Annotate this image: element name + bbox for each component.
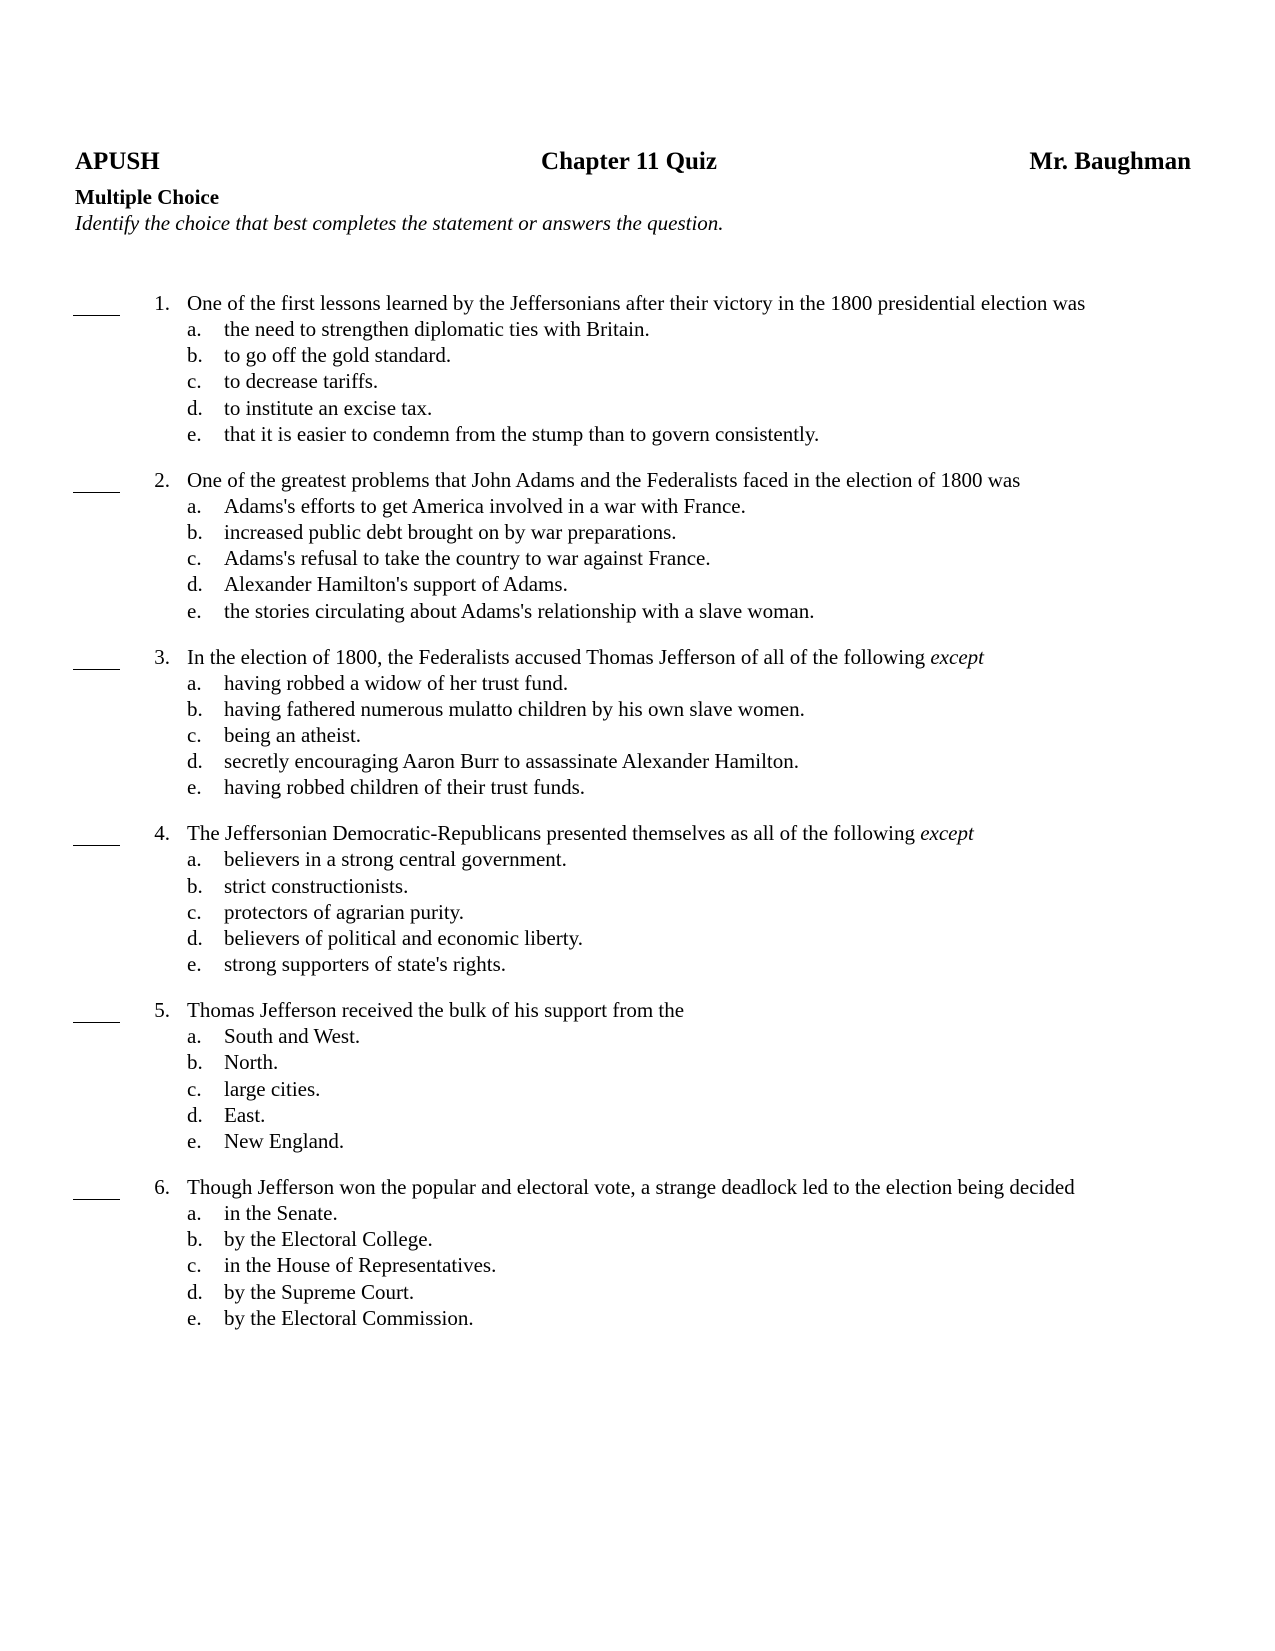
question-number: 3.	[154, 644, 170, 669]
choice-letter: d.	[187, 749, 203, 774]
choice-list	[0, 670, 1275, 801]
choice-text: large cities.	[224, 1076, 321, 1101]
question-5	[0, 997, 1275, 1174]
choice-text: believers of political and economic liberty.	[224, 925, 584, 950]
choice-text: strict constructionists.	[224, 873, 409, 898]
choice-text: Adams's refusal to take the country to war against France.	[224, 546, 711, 571]
choice-text: South and West.	[224, 1024, 361, 1049]
choice-list	[0, 1023, 1275, 1154]
question-number: 2.	[154, 467, 170, 492]
choice-c	[0, 545, 1275, 571]
choice-letter: e.	[187, 1305, 202, 1330]
choice-d	[0, 1279, 1275, 1305]
choice-b	[0, 519, 1275, 545]
choice-letter: d.	[187, 1279, 203, 1304]
choice-a	[0, 846, 1275, 872]
question-stem	[187, 467, 1020, 493]
choice-c	[0, 368, 1275, 394]
choice-e	[0, 951, 1275, 977]
question-1	[0, 290, 1275, 467]
choice-text: to institute an excise tax.	[224, 395, 433, 420]
choice-text: in the Senate.	[224, 1200, 338, 1225]
choice-letter: a.	[187, 317, 202, 341]
choice-text: believers in a strong central government.	[224, 847, 567, 872]
question-stem	[187, 644, 984, 670]
choice-c	[0, 1252, 1275, 1278]
page-header	[75, 146, 1191, 178]
choice-letter: c.	[187, 546, 202, 571]
question-stem	[187, 820, 974, 846]
question-3	[0, 644, 1275, 821]
choice-c	[0, 1076, 1275, 1102]
choice-d	[0, 925, 1275, 951]
question-stem-emphasis: except	[920, 821, 974, 846]
choice-e	[0, 598, 1275, 624]
choice-e	[0, 1128, 1275, 1154]
choice-d	[0, 748, 1275, 774]
choice-text: the need to strengthen diplomatic ties with Britain.	[224, 317, 650, 341]
choice-letter: a.	[187, 670, 202, 695]
choice-a	[0, 1023, 1275, 1049]
question-stem-text: In the election of 1800, the Federalists accused Thomas Jefferson of all of the following	[187, 644, 931, 669]
choice-text: strong supporters of state's rights.	[224, 952, 507, 977]
question-stem-text: One of the greatest problems that John Adams and the Federalists faced in the election of 1800 was	[187, 467, 1021, 492]
question-stem-text: Thomas Jefferson received the bulk of his support from the	[187, 998, 685, 1023]
answer-blank[interactable]	[73, 644, 120, 670]
answer-blank[interactable]	[73, 820, 120, 846]
choice-letter: d.	[187, 1102, 203, 1127]
choice-letter: b.	[187, 519, 203, 544]
choice-letter: b.	[187, 1227, 203, 1252]
choice-d	[0, 395, 1275, 421]
choice-list	[0, 493, 1275, 624]
choice-b	[0, 342, 1275, 368]
choice-list	[0, 316, 1275, 447]
answer-blank[interactable]	[73, 1174, 120, 1200]
choice-text: being an atheist.	[224, 722, 362, 747]
choice-letter: b.	[187, 343, 203, 368]
choice-b	[0, 1226, 1275, 1252]
question-stem-text: Though Jefferson won the popular and electoral vote, a strange deadlock led to the election being decided	[187, 1174, 1075, 1199]
choice-letter: c.	[187, 722, 202, 747]
choice-e	[0, 1305, 1275, 1331]
choice-text: the stories circulating about Adams's relationship with a slave woman.	[224, 598, 815, 623]
choice-text: Alexander Hamilton's support of Adams.	[224, 572, 568, 597]
choice-b	[0, 696, 1275, 722]
question-stem	[187, 290, 1085, 316]
choice-text: in the House of Representatives.	[224, 1253, 497, 1278]
choice-a	[0, 1200, 1275, 1226]
choice-letter: b.	[187, 1050, 203, 1075]
question-number: 5.	[154, 998, 170, 1023]
question-stem-emphasis: except	[930, 644, 984, 669]
question-stem	[187, 997, 684, 1023]
choice-a	[0, 670, 1275, 696]
choice-letter: a.	[187, 847, 202, 872]
choice-text: to go off the gold standard.	[224, 343, 452, 368]
choice-b	[0, 1049, 1275, 1075]
answer-blank[interactable]	[73, 997, 120, 1023]
question-stem	[187, 1174, 1075, 1200]
choice-text: by the Electoral Commission.	[224, 1305, 474, 1330]
choice-b	[0, 873, 1275, 899]
choice-text: having robbed children of their trust funds.	[224, 775, 585, 800]
choice-letter: e.	[187, 421, 202, 446]
choice-c	[0, 722, 1275, 748]
question-number: 4.	[154, 821, 170, 846]
choice-text: secretly encouraging Aaron Burr to assassinate Alexander Hamilton.	[224, 749, 799, 774]
choice-letter: d.	[187, 395, 203, 420]
question-stem-text: One of the first lessons learned by the Jeffersonians after their victory in the 1800 presidential election was	[187, 291, 1086, 315]
choice-letter: e.	[187, 1128, 202, 1153]
choice-letter: e.	[187, 952, 202, 977]
choice-text: that it is easier to condemn from the stump than to govern consistently.	[224, 421, 820, 446]
question-4	[0, 820, 1275, 997]
choice-letter: e.	[187, 775, 202, 800]
choice-letter: b.	[187, 696, 203, 721]
choice-text: having robbed a widow of her trust fund.	[224, 670, 569, 695]
choice-text: having fathered numerous mulatto children by his own slave women.	[224, 696, 805, 721]
question-2	[0, 467, 1275, 644]
choice-a	[0, 316, 1275, 342]
choice-text: protectors of agrarian purity.	[224, 899, 465, 924]
choice-letter: a.	[187, 1024, 202, 1049]
choice-letter: c.	[187, 1253, 202, 1278]
teacher-name: Mr. Baughman	[1029, 148, 1191, 175]
choice-text: New England.	[224, 1128, 345, 1153]
question-6	[0, 1174, 1275, 1351]
choice-text: North.	[224, 1050, 279, 1075]
question-stem-text: The Jeffersonian Democratic-Republicans presented themselves as all of the following	[187, 821, 921, 846]
choice-d	[0, 571, 1275, 597]
question-number: 6.	[154, 1174, 170, 1199]
choice-letter: c.	[187, 369, 202, 394]
choice-text: by the Electoral College.	[224, 1227, 433, 1252]
choice-list	[0, 1200, 1275, 1331]
choice-letter: d.	[187, 572, 203, 597]
page-title: Chapter 11 Quiz	[541, 148, 717, 175]
choice-text: to decrease tariffs.	[224, 369, 379, 394]
section-instructions: Identify the choice that best completes the statement or answers the question.	[75, 211, 724, 235]
choice-letter: a.	[187, 1200, 202, 1225]
choice-c	[0, 899, 1275, 925]
choice-text: Adams's efforts to get America involved in a war with France.	[224, 493, 746, 518]
choice-letter: c.	[187, 1076, 202, 1101]
course-name: APUSH	[75, 148, 160, 175]
choice-letter: c.	[187, 899, 202, 924]
answer-blank[interactable]	[73, 467, 120, 493]
choice-letter: d.	[187, 925, 203, 950]
choice-a	[0, 493, 1275, 519]
section-title: Multiple Choice	[75, 185, 220, 209]
choice-text: East.	[224, 1102, 266, 1127]
question-number: 1.	[154, 291, 170, 315]
choice-text: increased public debt brought on by war preparations.	[224, 519, 677, 544]
answer-blank[interactable]	[73, 290, 120, 316]
choice-d	[0, 1102, 1275, 1128]
choice-text: by the Supreme Court.	[224, 1279, 415, 1304]
choice-letter: e.	[187, 598, 202, 623]
question-list	[0, 290, 1275, 1351]
choice-e	[0, 421, 1275, 447]
choice-e	[0, 774, 1275, 800]
choice-list	[0, 846, 1275, 977]
choice-letter: b.	[187, 873, 203, 898]
choice-letter: a.	[187, 493, 202, 518]
